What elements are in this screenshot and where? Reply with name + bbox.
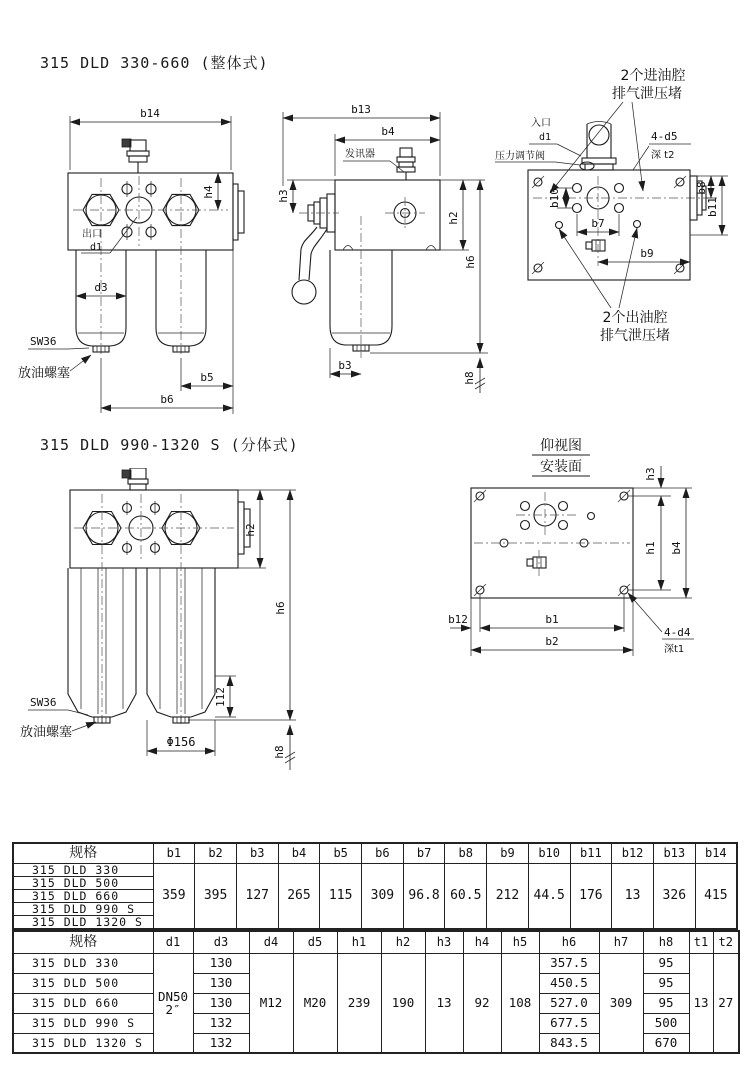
model-row: 315 DLD 660	[13, 993, 153, 1013]
col-header-h1: h1	[337, 931, 381, 953]
dim-label-d3: d3	[94, 281, 108, 294]
model-row: 315 DLD 990 S	[13, 902, 153, 915]
value-h1: 239	[337, 953, 381, 1053]
top-view-integral	[495, 58, 750, 393]
d3-dimension	[76, 281, 126, 296]
col-header-b2: b2	[195, 843, 237, 863]
top-fitting	[122, 468, 148, 490]
b13-b4-dimensions	[283, 103, 440, 186]
col-header-b4: b4	[278, 843, 320, 863]
bottom-holes-label: 4-d4	[664, 626, 691, 639]
col-header-b10: b10	[528, 843, 570, 863]
bottom-view-label: 仰视图	[540, 438, 582, 454]
h4-dimension	[202, 173, 218, 210]
col-header-t2: t2	[713, 931, 739, 953]
model-row: 315 DLD 1320 S	[13, 1033, 153, 1053]
dim-label-b1: b1	[545, 613, 559, 626]
value-h8: 95	[643, 993, 689, 1013]
value-d1-line1: DN50	[157, 988, 189, 1004]
drain-plug-label: 放油螺塞	[18, 366, 71, 381]
col-header-h5: h5	[501, 931, 539, 953]
rib-height-dimension	[214, 676, 236, 717]
filter-head-side	[335, 180, 440, 250]
value-h2: 190	[381, 953, 425, 1053]
table2-spec-header: 规格	[13, 931, 153, 953]
value-b3: 127	[236, 863, 278, 929]
dimension-table-b	[12, 842, 738, 930]
wrench-size-label: SW36	[30, 696, 57, 709]
view-title	[532, 438, 590, 476]
value-b9: 212	[487, 863, 529, 929]
value-b14: 415	[695, 863, 737, 929]
filter-bowl-side	[330, 216, 392, 358]
section1-title: 315 DLD 330-660 (整体式)	[40, 54, 269, 72]
outlet-label: 出口	[82, 229, 102, 240]
model-row: 315 DLD 1320 S	[13, 915, 153, 929]
outlet-dia-label: d1	[90, 242, 103, 253]
sensor-label: 发讯器	[345, 149, 375, 160]
value-b12: 13	[612, 863, 654, 929]
value-b4: 265	[278, 863, 320, 929]
col-header-b6: b6	[362, 843, 404, 863]
value-d3: 132	[193, 1013, 249, 1033]
model-row: 315 DLD 330	[13, 863, 153, 876]
value-b13: 326	[653, 863, 695, 929]
center-plug	[586, 240, 605, 251]
value-b5: 115	[320, 863, 362, 929]
dim-label-h6: h6	[274, 601, 287, 615]
col-header-h4: h4	[463, 931, 501, 953]
value-d3: 130	[193, 953, 249, 973]
b12-b1-b2-dimensions	[448, 594, 633, 656]
value-d1	[153, 953, 193, 1053]
pressure-valve-label: 压力调节阀	[495, 151, 545, 162]
dim-label-b11: b11	[706, 197, 719, 217]
model-row: 315 DLD 500	[13, 876, 153, 889]
value-h8: 95	[643, 953, 689, 973]
wrench-size-label: SW36	[30, 335, 57, 348]
value-h6: 677.5	[539, 1013, 599, 1033]
col-header-b7: b7	[403, 843, 445, 863]
value-h5: 108	[501, 953, 539, 1053]
col-header-h7: h7	[599, 931, 643, 953]
value-h3: 13	[425, 953, 463, 1053]
dim-label-b12: b12	[448, 613, 468, 626]
dim-label-h8: h8	[463, 371, 476, 385]
value-b1: 359	[153, 863, 195, 929]
b9-dimension	[598, 247, 690, 262]
value-h6: 527.0	[539, 993, 599, 1013]
col-header-b8: b8	[445, 843, 487, 863]
sensor-callout	[343, 147, 415, 180]
dim-label-h6: h6	[464, 255, 477, 269]
dim-label-b13: b13	[351, 103, 371, 116]
value-b8: 60.5	[445, 863, 487, 929]
dim-label-b10: b10	[548, 188, 561, 208]
col-header-b14: b14	[695, 843, 737, 863]
col-header-d5: d5	[293, 931, 337, 953]
col-header-b9: b9	[487, 843, 529, 863]
h3-dimension	[277, 180, 335, 213]
top-fitting	[122, 139, 149, 173]
dim-label-b6: b6	[160, 393, 174, 406]
h2-h6-dimensions	[370, 180, 488, 353]
drain-plug-label: 放油螺塞	[20, 725, 73, 740]
pressure-valve-callout	[495, 149, 594, 170]
value-h6: 450.5	[539, 973, 599, 993]
drain-plug-callout	[20, 696, 96, 740]
value-h8: 670	[643, 1033, 689, 1053]
col-header-b13: b13	[653, 843, 695, 863]
inlet-port-cylinder	[582, 122, 616, 171]
bottom-holes-callout	[628, 593, 694, 655]
value-h7: 309	[599, 953, 643, 1053]
front-view-integral	[18, 86, 278, 426]
b5-b6-dimensions	[101, 250, 233, 414]
b3-dimension	[330, 348, 361, 378]
top-holes-label: 4-d5	[651, 130, 678, 143]
bowl-diameter-dimension	[147, 720, 215, 756]
h8-dimension	[273, 725, 295, 770]
col-header-h2: h2	[381, 931, 425, 953]
outlet-vent-label: 排气泄压堵	[600, 328, 670, 344]
col-header-b11: b11	[570, 843, 612, 863]
col-header-b12: b12	[612, 843, 654, 863]
dim-label-h3: h3	[644, 467, 657, 481]
value-h6: 357.5	[539, 953, 599, 973]
dim-label-b14: b14	[140, 107, 160, 120]
inlet-chambers-label: 2个进油腔	[620, 68, 686, 84]
value-h8: 500	[643, 1013, 689, 1033]
dim-label-b9: b9	[640, 247, 654, 260]
bottom-holes-depth-label: 深t1	[664, 644, 685, 655]
model-row: 315 DLD 660	[13, 889, 153, 902]
dim-label-phi156: Φ156	[166, 735, 196, 749]
outlet-chambers-callout	[559, 228, 670, 344]
value-d3: 130	[193, 973, 249, 993]
col-header-d3: d3	[193, 931, 249, 953]
section2-title: 315 DLD 990-1320 S (分体式)	[40, 436, 299, 454]
top-holes-depth-label: 深 t2	[651, 150, 675, 161]
h3-h1-b4-dimensions	[628, 466, 692, 598]
inlet-vent-label: 排气泄压堵	[612, 86, 682, 102]
b8-b11-dimensions	[690, 176, 728, 235]
value-b11: 176	[570, 863, 612, 929]
value-h8: 95	[643, 973, 689, 993]
side-view-integral	[273, 86, 498, 421]
dim-label-h8: h8	[273, 745, 286, 759]
value-t2: 27	[713, 953, 739, 1053]
inlet-label: 入口	[531, 118, 551, 129]
dim-label-b5: b5	[200, 371, 214, 384]
col-header-h6: h6	[539, 931, 599, 953]
value-h4: 92	[463, 953, 501, 1053]
value-d3: 132	[193, 1033, 249, 1053]
h2-h6-dimensions	[188, 490, 296, 720]
value-d5: M20	[293, 953, 337, 1053]
value-h6: 843.5	[539, 1033, 599, 1053]
value-b10: 44.5	[528, 863, 570, 929]
dim-label-b2: b2	[545, 635, 559, 648]
top-holes-callout	[633, 130, 691, 170]
col-header-d1: d1	[153, 931, 193, 953]
value-d1-line2: 2″	[165, 1001, 181, 1017]
table1-spec-header: 规格	[13, 843, 153, 863]
model-row: 315 DLD 990 S	[13, 1013, 153, 1033]
drain-plug-callout	[18, 335, 91, 381]
model-row: 315 DLD 330	[13, 953, 153, 973]
col-header-t1: t1	[689, 931, 713, 953]
dim-label-h2: h2	[447, 211, 460, 225]
col-header-h3: h3	[425, 931, 463, 953]
col-header-b5: b5	[320, 843, 362, 863]
inlet-port-callout	[529, 116, 581, 156]
model-row: 315 DLD 500	[13, 973, 153, 993]
inlet-dia-label: d1	[539, 132, 552, 143]
outlet-chambers-label: 2个出油腔	[602, 310, 668, 326]
dim-label-h4: h4	[202, 185, 215, 199]
mounting-plate	[471, 488, 633, 598]
dim-label-h1: h1	[644, 541, 657, 555]
dim-label-h3: h3	[277, 189, 290, 203]
dim-label-b7: b7	[591, 217, 605, 230]
dim-label-b8: b8	[695, 181, 708, 195]
h8-dimension	[463, 358, 485, 393]
value-d3: 130	[193, 993, 249, 1013]
value-b6: 309	[362, 863, 404, 929]
value-b2: 395	[195, 863, 237, 929]
dim-label-h2: h2	[244, 523, 257, 537]
col-header-d4: d4	[249, 931, 293, 953]
front-view-split	[18, 468, 318, 780]
dim-label-112: 112	[214, 687, 227, 707]
dim-label-b3: b3	[338, 359, 352, 372]
b14-dimension	[70, 107, 231, 170]
dim-label-b4: b4	[381, 125, 395, 138]
value-b7: 96.8	[403, 863, 445, 929]
dimension-table-dht	[12, 930, 740, 1054]
bottom-view-split	[428, 436, 748, 676]
dim-label-b4: b4	[670, 541, 683, 555]
col-header-b1: b1	[153, 843, 195, 863]
value-t1: 13	[689, 953, 713, 1053]
pressure-indicator	[292, 194, 339, 304]
col-header-b3: b3	[236, 843, 278, 863]
value-d4: M12	[249, 953, 293, 1053]
col-header-h8: h8	[643, 931, 689, 953]
mounting-face-label: 安装面	[540, 459, 582, 475]
